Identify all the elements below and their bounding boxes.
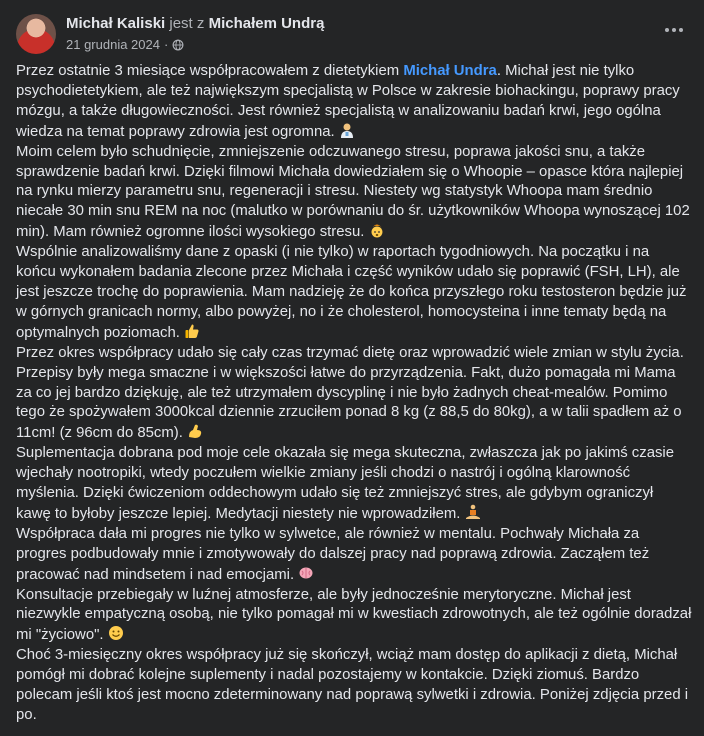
post-meta	[66, 37, 184, 52]
with-text: jest z	[165, 15, 209, 32]
paragraph-5: Suplementacja dobrana pod moje cele okazała się mega skuteczna, zwłaszcza jak po jakimś czasie wjechały nootropiki, wtedy poczułem wielkie zmiany jeśli chodzi o nastrój i ogólną klarowność myślenia. Dzięki ćwiczeniom oddechowym udało się też zmniejszyć stres, ale gdybym ograniczył kawę to byłoby jeszcze lepiej. Medytacji niestety nie wprowadziłem.	[16, 445, 675, 522]
author-name[interactable]: Michał Kaliski	[66, 15, 166, 32]
paragraph-6: Współpraca dała mi progres nie tylko w sylwetce, ale również w mentalu. Pochwały Michała za progres podbudowały mnie i zmotywowały do dalszej pracy nad poprawą zdrowia. Zacząłem też pracować nad mindsetem i nad emocjami.	[16, 525, 650, 583]
brain-emoji	[298, 565, 314, 581]
paragraph-4: Przez okres współpracy udało się cały czas trzymać dietę oraz wprowadzić wiele zmian w stylu życia. Przepisy były mega smaczne i w większości łatwe do przyrządzenia. Fakt, dużo pomagała mi Mama za co jej bardzo dziękuję, ale też utrzymałem dyscyplinę i nie było żadnych cheat-mealów. Pomimo tego że spożywałem 3000kcal dziennie zrzuciłem ponad 8 kg (z 88,5 do 80kg), a w talii spadłem aż o 11cm! (z 96cm do 85cm).	[16, 344, 684, 442]
person-in-lotus-position-emoji	[465, 504, 481, 520]
globe-icon	[172, 39, 184, 51]
scientist-emoji	[339, 122, 355, 138]
author-avatar[interactable]	[16, 14, 56, 54]
paragraph-8: Choć 3-miesięczny okres współpracy już się skończył, wciąż mam dostęp do aplikacji z dietą, Michał pomógł mi dobrać kolejne suplementy i nadal pozostajemy w kontakcie. Dzięki ziomuś. Bardzo polecam jeśli ktoś jest mocno zdeterminowany nad poprawą sylwetki i zdrowia. Poniżej zdjęcia przed i po.	[16, 647, 689, 723]
flexed-biceps-emoji	[187, 423, 203, 439]
mention-link[interactable]: Michał Undra	[403, 63, 497, 79]
exploding-head-emoji	[369, 222, 385, 238]
tagged-person[interactable]: Michałem Undrą	[208, 15, 325, 32]
paragraph-3: Wspólnie analizowaliśmy dane z opaski (i nie tylko) w raportach tygodniowych. Na początku i na końcu wykonałem badania zlecone przez Michała i część wyników udało się poprawić (FSH, LH), ale jest jeszcze trochę do poprawienia. Mam nadzieję że do końca przyszłego roku testosteron będzie już w górnych granicach normy, albo powyżej, no i że cholesterol, homocysteina i inne tematy będą na optymalnych poziomach.	[16, 244, 687, 341]
paragraph-1: Przez ostatnie 3 miesiące współpracowałem z dietetykiem Michał Undra. Michał jest nie tylko psychodietetykiem, ale też największym specjalistą w Polsce w zakresie biohackingu, poprawy pracy mózgu, a także długowieczności. Jest również specjalistą w analizowaniu badań krwi, jego ogólna wiedza na temat poprawy zdrowia jest ogromna.	[16, 63, 680, 140]
post-date[interactable]: 21 grudnia 2024	[66, 37, 160, 52]
author-line	[66, 15, 324, 32]
paragraph-7: Konsultacje przebiegały w luźnej atmosferze, ale były jednocześnie merytoryczne. Michał jest niezwykle empatyczną osobą, nie tylko pomagał mi w kwestiach zdrowotnych, ale też ogólnie doradzał mi "życiowo".	[16, 586, 692, 644]
meta-separator: ·	[163, 37, 169, 52]
thumbs-up-emoji	[184, 323, 200, 339]
more-options-button[interactable]	[660, 16, 688, 44]
post-text	[16, 62, 692, 726]
smiling-face-emoji	[108, 625, 124, 641]
paragraph-2: Moim celem było schudnięcie, zmniejszenie odczuwanego stresu, poprawa jakości snu, a także sprawdzenie badań krwi. Dzięki filmowi Michała dowiedziałem się o Whoopie – opasce która najlepiej na rynku mierzy parametru snu, regeneracji i stresu. Niestety wg statystyk Whoopa mam średnio niecałe 30 min snu REM na noc (malutko w porównaniu do śr. użytkowników Whoopa wynoszącej 102 min). Mam również ogromne ilości wysokiego stresu.	[16, 143, 690, 241]
post-header	[16, 12, 688, 58]
ellipsis-icon	[665, 28, 669, 32]
